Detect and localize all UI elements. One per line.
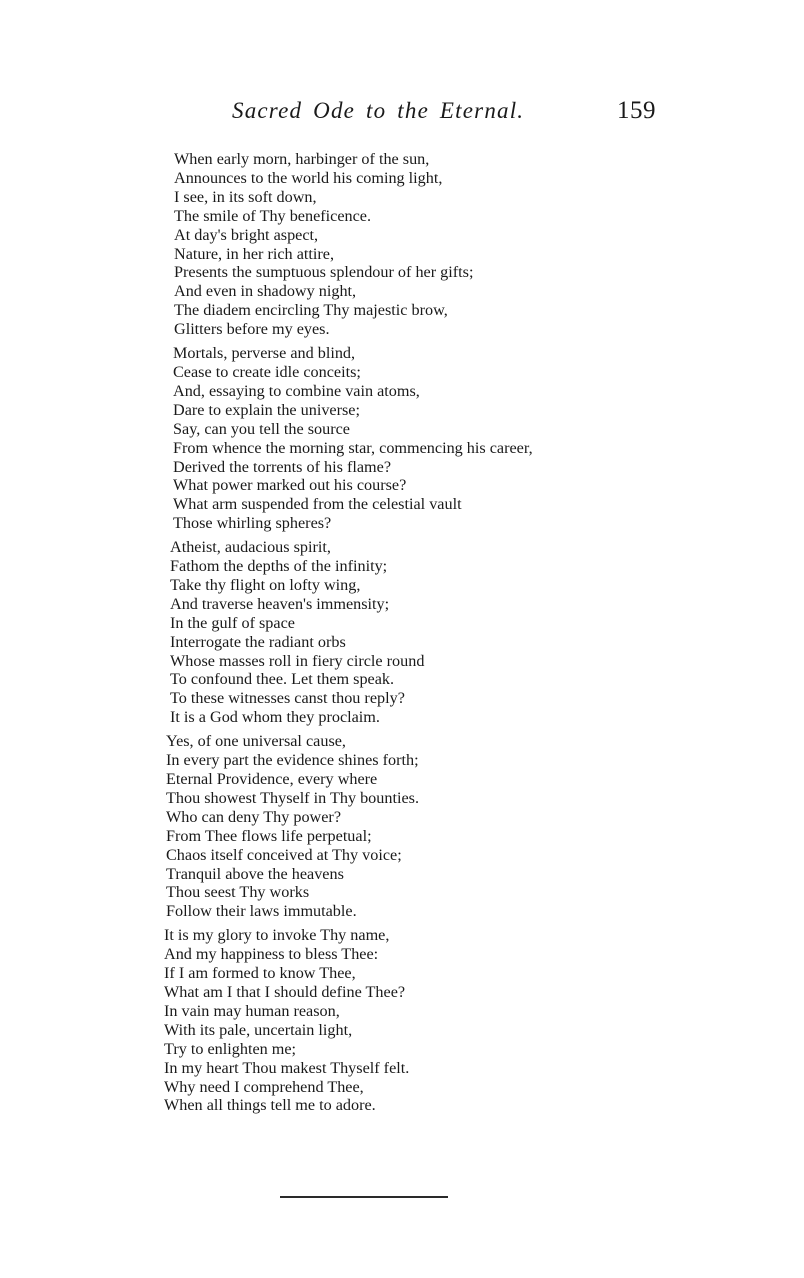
- poem-line: From Thee flows life perpetual;: [166, 826, 372, 845]
- poem-line: Try to enlighten me;: [164, 1039, 297, 1058]
- poem-line: The smile of Thy beneficence.: [174, 206, 372, 225]
- poem-line: And, essaying to combine vain atoms,: [173, 381, 420, 400]
- poem-line: With its pale, uncertain light,: [164, 1020, 353, 1039]
- poem-line: Mortals, perverse and blind,: [173, 344, 356, 363]
- poem-line: In the gulf of space: [170, 613, 295, 632]
- poem-line: Say, can you tell the source: [173, 419, 350, 438]
- poem-line: What arm suspended from the celestial vault: [173, 495, 462, 514]
- poem-line: When all things tell me to adore.: [164, 1096, 376, 1115]
- closing-rule: [280, 1196, 448, 1198]
- poem-line: Fathom the depths of the infinity;: [170, 557, 388, 576]
- poem-line: Nature, in her rich attire,: [174, 244, 335, 263]
- poem-line: Follow their laws immutable.: [166, 902, 357, 921]
- poem-line: And my happiness to bless Thee:: [164, 945, 379, 964]
- poem-line: Announces to the world his coming light,: [174, 168, 443, 187]
- poem-line: Take thy flight on lofty wing,: [170, 575, 361, 594]
- poem-line: In vain may human reason,: [164, 1001, 340, 1020]
- poem-line: It is a God whom they proclaim.: [170, 708, 380, 727]
- running-head: [0, 98, 804, 132]
- poem-line: Those whirling spheres?: [173, 514, 332, 533]
- poem-line: Presents the sumptuous splendour of her gifts;: [174, 263, 474, 282]
- poem-line: I see, in its soft down,: [174, 187, 317, 206]
- poem-line: Derived the torrents of his flame?: [173, 457, 392, 476]
- poem-line: And traverse heaven's immensity;: [170, 594, 390, 613]
- stanza: [164, 150, 634, 339]
- poem-line: In my heart Thou makest Thyself felt.: [164, 1058, 410, 1077]
- stanza: [164, 344, 634, 533]
- poem-line: Atheist, audacious spirit,: [170, 538, 331, 557]
- poem-line: When early morn, harbinger of the sun,: [174, 150, 430, 168]
- poem-line: In every part the evidence shines forth;: [166, 751, 419, 770]
- stanza: [164, 926, 634, 1115]
- poem-line: At day's bright aspect,: [174, 225, 319, 244]
- poem-line: If I am formed to know Thee,: [164, 964, 356, 983]
- poem-line: From whence the morning star, commencing his career,: [173, 438, 533, 457]
- poem-line: To these witnesses canst thou reply?: [170, 689, 405, 708]
- poem-line: What power marked out his course?: [173, 476, 407, 495]
- poem-line: The diadem encircling Thy majestic brow,: [174, 301, 448, 320]
- poem-line: Eternal Providence, every where: [166, 770, 378, 788]
- poem-body: [164, 150, 634, 1120]
- poem-line: Thou showest Thyself in Thy bounties.: [166, 788, 419, 807]
- poem-line: Cease to create idle conceits;: [173, 362, 361, 381]
- poem-line: Thou seest Thy works: [166, 883, 310, 902]
- poem-line: And even in shadowy night,: [174, 282, 357, 301]
- poem-line: Who can deny Thy power?: [166, 807, 342, 826]
- poem-line: It is my glory to invoke Thy name,: [164, 926, 390, 945]
- poem-line: Yes, of one universal cause,: [166, 732, 346, 751]
- poem-line: Dare to explain the universe;: [173, 400, 360, 419]
- poem-line: Glitters before my eyes.: [174, 320, 330, 339]
- poem-line: Chaos itself conceived at Thy voice;: [166, 845, 402, 864]
- poem-line: What am I that I should define Thee?: [164, 982, 406, 1001]
- poem-line: Interrogate the radiant orbs: [170, 632, 346, 651]
- running-title: Sacred Ode to the Eternal.: [232, 98, 525, 123]
- stanza: [164, 732, 634, 921]
- poem-line: To confound thee. Let them speak.: [170, 670, 395, 689]
- poem-line: Tranquil above the heavens: [166, 864, 344, 883]
- page-number: 159: [617, 97, 656, 124]
- stanza: [164, 538, 634, 727]
- poem-line: Why need I comprehend Thee,: [164, 1077, 364, 1096]
- poem-line: Whose masses roll in fiery circle round: [170, 651, 425, 670]
